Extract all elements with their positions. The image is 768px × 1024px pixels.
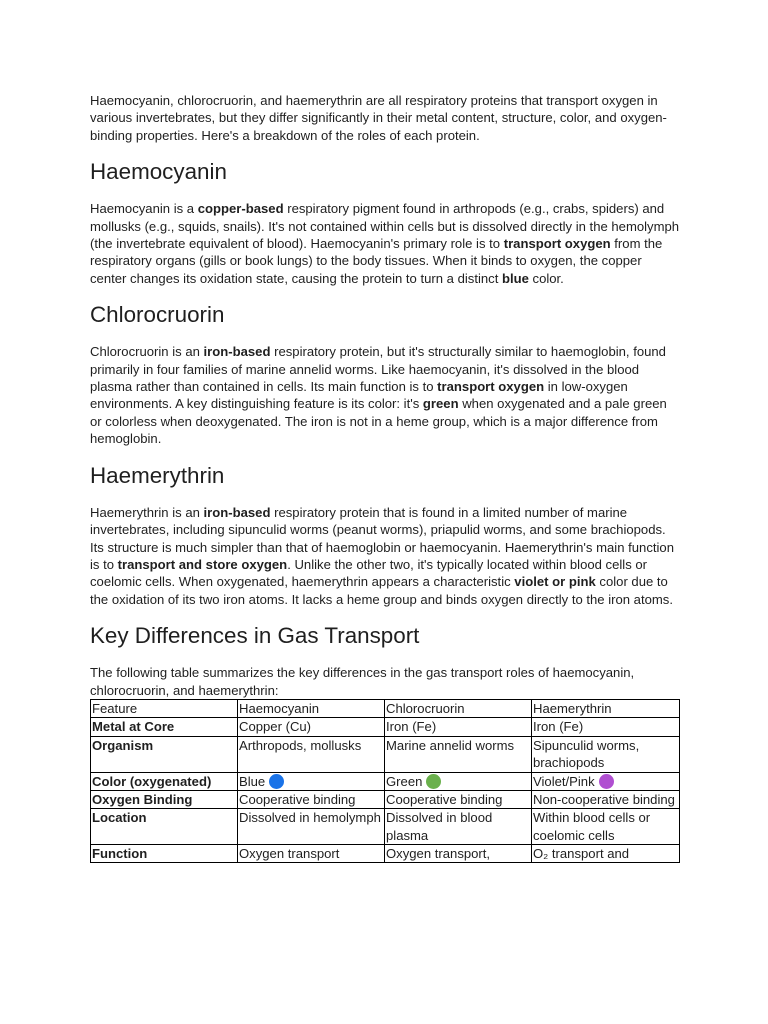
table-feature-cell: Location — [91, 809, 238, 845]
table-intro-paragraph: The following table summarizes the key differences in the gas transport roles of haemocyanin, chlorocruorin, and haemerythrin: — [90, 665, 635, 698]
table-header-cell: Haemerythrin — [532, 699, 680, 717]
table-cell: Marine annelid worms — [385, 736, 532, 772]
table-cell: Iron (Fe) — [385, 718, 532, 736]
table-cell: Arthropods, mollusks — [238, 736, 385, 772]
table-row — [91, 718, 680, 736]
table-cell: Violet/Pink — [532, 772, 680, 790]
purple-circle-icon — [599, 774, 614, 789]
table-cell: Green — [385, 772, 532, 790]
table-row — [91, 845, 680, 863]
table-cell: Cooperative binding — [238, 790, 385, 808]
heading-haemocyanin: Haemocyanin — [90, 159, 227, 185]
table-cell: O₂ transport and — [532, 845, 680, 863]
table-cell: Dissolved in blood plasma — [385, 809, 532, 845]
table-cell: Cooperative binding — [385, 790, 532, 808]
paragraph-haemocyanin: Haemocyanin is a copper-based respiratory pigment found in arthropods (e.g., crabs, spiders) and mollusks (e.g., squids, snails). It's not contained within cells but is dissolved directly in the hemolymph (the invertebrate equivalent of blood). Haemocyanin's primary role is to transport oxygen from the respiratory organs (gills or book lungs) to the body tissues. When it binds to oxygen, the copper center changes its oxidation state, causing the protein to turn a distinct blue color. — [90, 201, 680, 286]
table-feature-cell: Color (oxygenated) — [91, 772, 238, 790]
heading-key-differences: Key Differences in Gas Transport — [90, 623, 420, 649]
table-header-row — [91, 699, 680, 717]
table-cell: Sipunculid worms, brachiopods — [532, 736, 680, 772]
table-feature-cell: Organism — [91, 736, 238, 772]
table-cell: Iron (Fe) — [532, 718, 680, 736]
table-cell: Oxygen transport, — [385, 845, 532, 863]
table-header-cell: Feature — [91, 699, 238, 717]
table-header-cell: Haemocyanin — [238, 699, 385, 717]
table-feature-cell: Function — [91, 845, 238, 863]
table-row — [91, 809, 680, 845]
table-header-cell: Chlorocruorin — [385, 699, 532, 717]
heading-haemerythrin: Haemerythrin — [90, 462, 225, 488]
table-cell: Oxygen transport — [238, 845, 385, 863]
heading-chlorocruorin: Chlorocruorin — [90, 302, 225, 328]
blue-circle-icon — [269, 774, 284, 789]
paragraph-chlorocruorin: Chlorocruorin is an iron-based respiratory protein, but it's structurally similar to haemoglobin, found primarily in four families of marine annelid worms. Like haemocyanin, it's dissolved in the blood plasma rather than contained in cells. Its main function is to transport oxygen in low-oxygen environments. A key distinguishing feature is its color: it's green when oxygenated and a pale green or colorless when deoxygenated. The iron is not in a heme group, which is a major difference from hemoglobin. — [90, 344, 667, 447]
table-row — [91, 736, 680, 772]
table-cell: Non-cooperative binding — [532, 790, 680, 808]
green-circle-icon — [426, 774, 441, 789]
table-feature-cell: Metal at Core — [91, 718, 238, 736]
document-content — [90, 92, 680, 863]
comparison-table — [90, 699, 680, 863]
table-cell: Copper (Cu) — [238, 718, 385, 736]
table-row — [91, 790, 680, 808]
intro-paragraph: Haemocyanin, chlorocruorin, and haemerythrin are all respiratory proteins that transport oxygen in various invertebrates, but they differ significantly in their metal content, structure, color, and oxygen-binding properties. Here's a breakdown of the roles of each protein. — [90, 93, 667, 143]
paragraph-haemerythrin: Haemerythrin is an iron-based respiratory protein that is found in a limited number of marine invertebrates, including sipunculid worms (peanut worms), priapulid worms, and some brachiopods. Its structure is much simpler than that of haemoglobin or haemocyanin. Haemerythrin's main function is to transport and store oxygen. Unlike the other two, it's typically located within blood cells or coelomic cells. When oxygenated, haemerythrin appears a characteristic violet or pink color due to the oxidation of its two iron atoms. It lacks a heme group and binds oxygen directly to the iron atoms. — [90, 504, 674, 607]
table-cell: Dissolved in hemolymph — [238, 809, 385, 845]
table-row — [91, 772, 680, 790]
table-cell: Blue — [238, 772, 385, 790]
table-feature-cell: Oxygen Binding — [91, 790, 238, 808]
table-cell: Within blood cells or coelomic cells — [532, 809, 680, 845]
